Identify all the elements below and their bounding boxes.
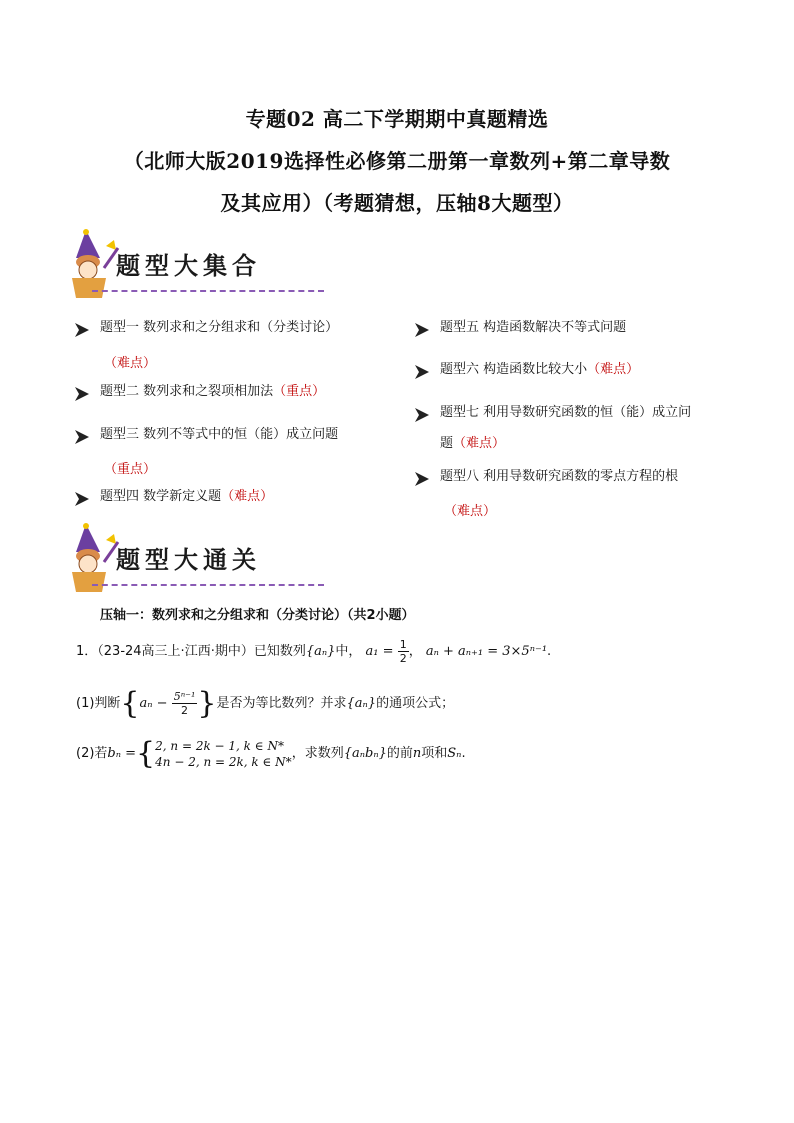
banner-divider xyxy=(92,290,324,292)
banner-divider xyxy=(92,584,324,586)
type-item-3: 题型三 数列不等式中的恒（能）成立问题 xyxy=(100,427,339,442)
piecewise-cases xyxy=(155,738,292,770)
type-item-4-label: 题型四 数学新定义题 xyxy=(100,489,222,504)
math-n: n xyxy=(412,746,422,761)
question-1 xyxy=(76,638,551,665)
type-item-1-tag: （难点） xyxy=(104,356,157,371)
arrow-bullet-icon xyxy=(414,471,430,487)
banner-title: 题型大通关 xyxy=(116,545,261,574)
type-item-3-tag: （重点） xyxy=(104,462,157,477)
frac-num: 5ⁿ⁻¹ xyxy=(173,690,196,703)
title-line-3: 及其应用）（考题猜想，压轴8大题型） xyxy=(220,191,574,215)
math-an-minus: aₙ − xyxy=(139,696,168,711)
period: . xyxy=(461,746,466,761)
math-bn: bₙ = xyxy=(107,746,137,761)
type-item-6 xyxy=(440,354,639,385)
math-seq-a: {aₙ} xyxy=(305,644,336,659)
question-text: 中， xyxy=(335,644,362,659)
question-1-part-1 xyxy=(76,686,454,721)
period: . xyxy=(547,644,552,659)
fraction-one-half xyxy=(398,638,409,665)
frac-num: 1 xyxy=(399,638,407,651)
part-label: (2)若 xyxy=(76,746,108,761)
type-item-6-tag: （难点） xyxy=(587,362,640,377)
type-item-7-continued xyxy=(440,428,505,459)
type-item-4 xyxy=(100,481,273,512)
part-label: (1)判断 xyxy=(76,696,121,711)
type-item-7-cont: 题 xyxy=(440,436,454,451)
math-Sn: Sₙ xyxy=(447,746,462,761)
math-seq-anbn: {aₙbₙ} xyxy=(343,746,387,761)
arrow-bullet-icon xyxy=(414,407,430,423)
type-item-2 xyxy=(100,376,325,407)
part-text: 是否为等比数列？并求 xyxy=(216,696,347,711)
frac-den: 2 xyxy=(399,652,407,665)
type-item-6-label: 题型六 构造函数比较大小 xyxy=(440,362,588,377)
part-text: 的通项公式； xyxy=(376,696,455,711)
brace-right: } xyxy=(197,686,217,721)
type-item-2-tag: （重点） xyxy=(273,384,326,399)
arrow-bullet-icon xyxy=(414,364,430,380)
case-1: 2, n = 2k − 1, k ∈ N* xyxy=(155,738,284,753)
type-item-7-tag: （难点） xyxy=(453,436,506,451)
type-item-4-tag: （难点） xyxy=(221,489,274,504)
separator: ， xyxy=(408,644,422,659)
brace-cases: { xyxy=(136,736,156,771)
arrow-bullet-icon xyxy=(74,322,90,338)
banner-title: 题型大集合 xyxy=(116,251,261,280)
math-a1: a₁ = xyxy=(365,644,394,659)
frac-den: 2 xyxy=(181,704,189,717)
part-text: 的前 xyxy=(386,746,413,761)
type-item-2-label: 题型二 数列求和之裂项相加法 xyxy=(100,384,274,399)
type-item-7: 题型七 利用导数研究函数的恒（能）成立问 xyxy=(440,405,692,420)
math-recurrence: aₙ + aₙ₊₁ = 3×5ⁿ⁻¹ xyxy=(425,644,548,659)
title-line-1: 专题02 高二下学期期中真题精选 xyxy=(245,107,549,131)
fraction-5pow-over-2 xyxy=(172,690,198,717)
case-2: 4n − 2, n = 2k, k ∈ N* xyxy=(155,754,292,769)
math-seq-a: {aₙ} xyxy=(346,696,377,711)
type-item-5: 题型五 构造函数解决不等式问题 xyxy=(440,320,627,335)
section-heading: 压轴一：数列求和之分组求和（分类讨论）（共2小题） xyxy=(100,608,415,623)
type-item-1: 题型一 数列求和之分组求和（分类讨论） xyxy=(100,320,339,335)
banner-question-pass xyxy=(62,522,302,594)
arrow-bullet-icon xyxy=(74,386,90,402)
title-line-2: （北师大版2019选择性必修第二册第一章数列+第二章导数 xyxy=(123,149,671,173)
arrow-bullet-icon xyxy=(74,429,90,445)
question-number: 1． xyxy=(76,644,98,659)
brace-left: { xyxy=(120,686,140,721)
question-source: （23-24高三上·江西·期中）已知数列 xyxy=(97,644,306,659)
arrow-bullet-icon xyxy=(414,322,430,338)
part-text: 项和 xyxy=(421,746,448,761)
banner-question-types xyxy=(62,228,302,300)
type-item-8: 题型八 利用导数研究函数的零点方程的根 xyxy=(440,469,679,484)
part-text: ，求数列 xyxy=(291,746,344,761)
question-1-part-2 xyxy=(76,736,466,771)
arrow-bullet-icon xyxy=(74,491,90,507)
type-item-8-tag: （难点） xyxy=(444,504,497,519)
